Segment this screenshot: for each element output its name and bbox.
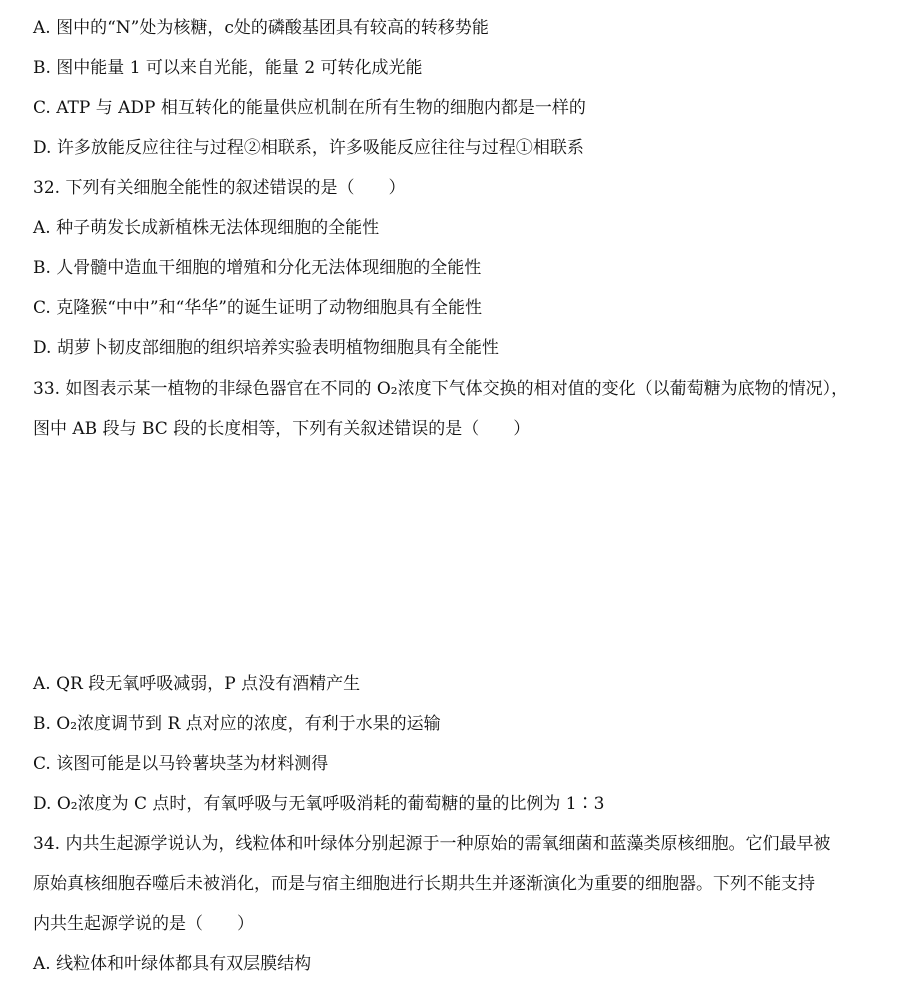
q32-option-c: C. 克隆猴“中中”和“华华”的诞生证明了动物细胞具有全能性 [33,298,482,318]
q33-figure-area [33,450,873,660]
q34-stem-line-1: 34. 内共生起源学说认为，线粒体和叶绿体分别起源于一种原始的需氧细菌和蓝藻类原核细胞。它们最早被 [33,834,831,854]
q32-option-a: A. 种子萌发长成新植株无法体现细胞的全能性 [33,218,380,238]
q33-option-a: A. QR 段无氧呼吸减弱，P 点没有酒精产生 [33,674,361,694]
q33-option-c: C. 该图可能是以马铃薯块茎为材料测得 [33,754,329,774]
q32-stem: 32. 下列有关细胞全能性的叙述错误的是（ ） [33,178,406,198]
q34-stem-line-3: 内共生起源学说的是（ ） [33,914,254,934]
q31-option-c: C. ATP 与 ADP 相互转化的能量供应机制在所有生物的细胞内都是一样的 [33,98,586,118]
q31-option-b: B. 图中能量 1 可以来自光能，能量 2 可转化成光能 [33,58,423,78]
q32-option-d: D. 胡萝卜韧皮部细胞的组织培养实验表明植物细胞具有全能性 [33,338,499,358]
q33-stem-line-1: 33. 如图表示某一植物的非绿色器官在不同的 O₂浓度下气体交换的相对值的变化（以葡萄糖为底物的情况）， [33,379,849,399]
q34-stem-line-2: 原始真核细胞吞噬后未被消化，而是与宿主细胞进行长期共生并逐渐演化为重要的细胞器。下列不能支持 [33,874,815,894]
q34-option-a: A. 线粒体和叶绿体都具有双层膜结构 [33,954,312,974]
q33-option-d: D. O₂浓度为 C 点时，有氧呼吸与无氧呼吸消耗的葡萄糖的量的比例为 1∶3 [33,794,605,814]
q31-option-a: A. 图中的“N”处为核糖，c处的磷酸基团具有较高的转移势能 [33,18,489,38]
q33-stem-line-2: 图中 AB 段与 BC 段的长度相等，下列有关叙述错误的是（ ） [33,419,531,439]
q33-option-b: B. O₂浓度调节到 R 点对应的浓度，有利于水果的运输 [33,714,441,734]
q32-option-b: B. 人骨髓中造血干细胞的增殖和分化无法体现细胞的全能性 [33,258,482,278]
q31-option-d: D. 许多放能反应往往与过程②相联系，许多吸能反应往往与过程①相联系 [33,138,584,158]
